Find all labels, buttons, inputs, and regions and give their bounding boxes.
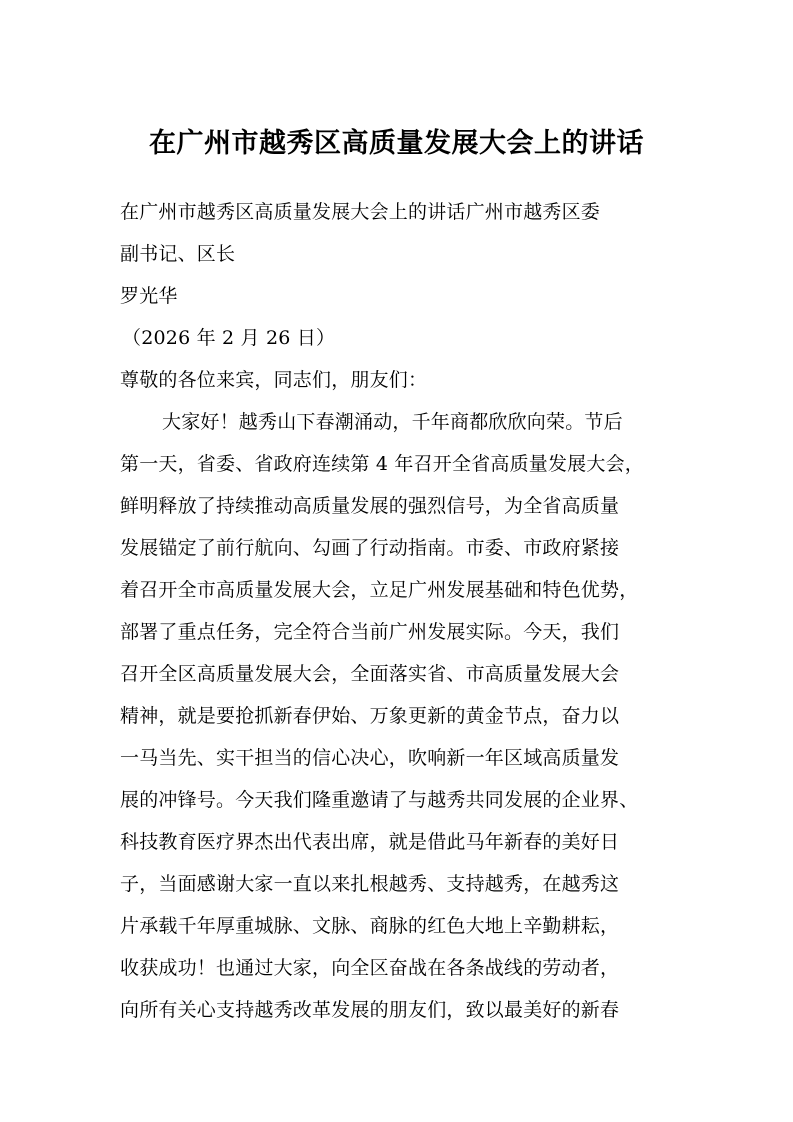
paragraph-line-11: 科技教育医疗界杰出代表出席，就是借此马年新春的美好日 (120, 831, 620, 853)
salutation: 尊敬的各位来宾，同志们，朋友们： (120, 369, 428, 391)
paragraph-line-8: 精神，就是要抢抓新春伊始、万象更新的黄金节点，奋力以 (120, 705, 620, 727)
paragraph-line-7: 召开全区高质量发展大会，全面落实省、市高质量发展大会 (120, 663, 620, 685)
paragraph-line-10: 展的冲锋号。今天我们隆重邀请了与越秀共同发展的企业界、 (120, 789, 639, 811)
paragraph-line-2: 第一天，省委、省政府连续第 4 年召开全省高质量发展大会， (120, 453, 644, 475)
paragraph-line-14: 收获成功！也通过大家，向全区奋战在各条战线的劳动者， (120, 957, 620, 979)
heading-line-2: 副书记、区长 (120, 243, 236, 265)
paragraph-line-15: 向所有关心支持越秀改革发展的朋友们，致以最美好的新春 (120, 999, 620, 1021)
document-title: 在广州市越秀区高质量发展大会上的讲话 (149, 128, 644, 159)
paragraph-line-9: 一马当先、实干担当的信心决心，吹响新一年区域高质量发 (120, 747, 620, 769)
paragraph-line-12: 子，当面感谢大家一直以来扎根越秀、支持越秀，在越秀这 (120, 873, 620, 895)
paragraph-line-1: 大家好！越秀山下春潮涌动，千年商都欣欣向荣。节后 (162, 411, 623, 433)
paragraph-line-13: 片承载千年厚重城脉、文脉、商脉的红色大地上辛勤耕耘， (120, 915, 620, 937)
heading-line-1: 在广州市越秀区高质量发展大会上的讲话广州市越秀区委 (120, 201, 601, 223)
paragraph-line-5: 着召开全市高质量发展大会，立足广州发展基础和特色优势， (120, 579, 639, 601)
speaker-name: 罗光华 (120, 285, 178, 307)
paragraph-line-4: 发展锚定了前行航向、勾画了行动指南。市委、市政府紧接 (120, 537, 620, 559)
paragraph-line-3: 鲜明释放了持续推动高质量发展的强烈信号，为全省高质量 (120, 495, 620, 517)
paragraph-line-6: 部署了重点任务，完全符合当前广州发展实际。今天，我们 (120, 621, 620, 643)
speech-date: （2026 年 2 月 26 日） (122, 327, 336, 349)
